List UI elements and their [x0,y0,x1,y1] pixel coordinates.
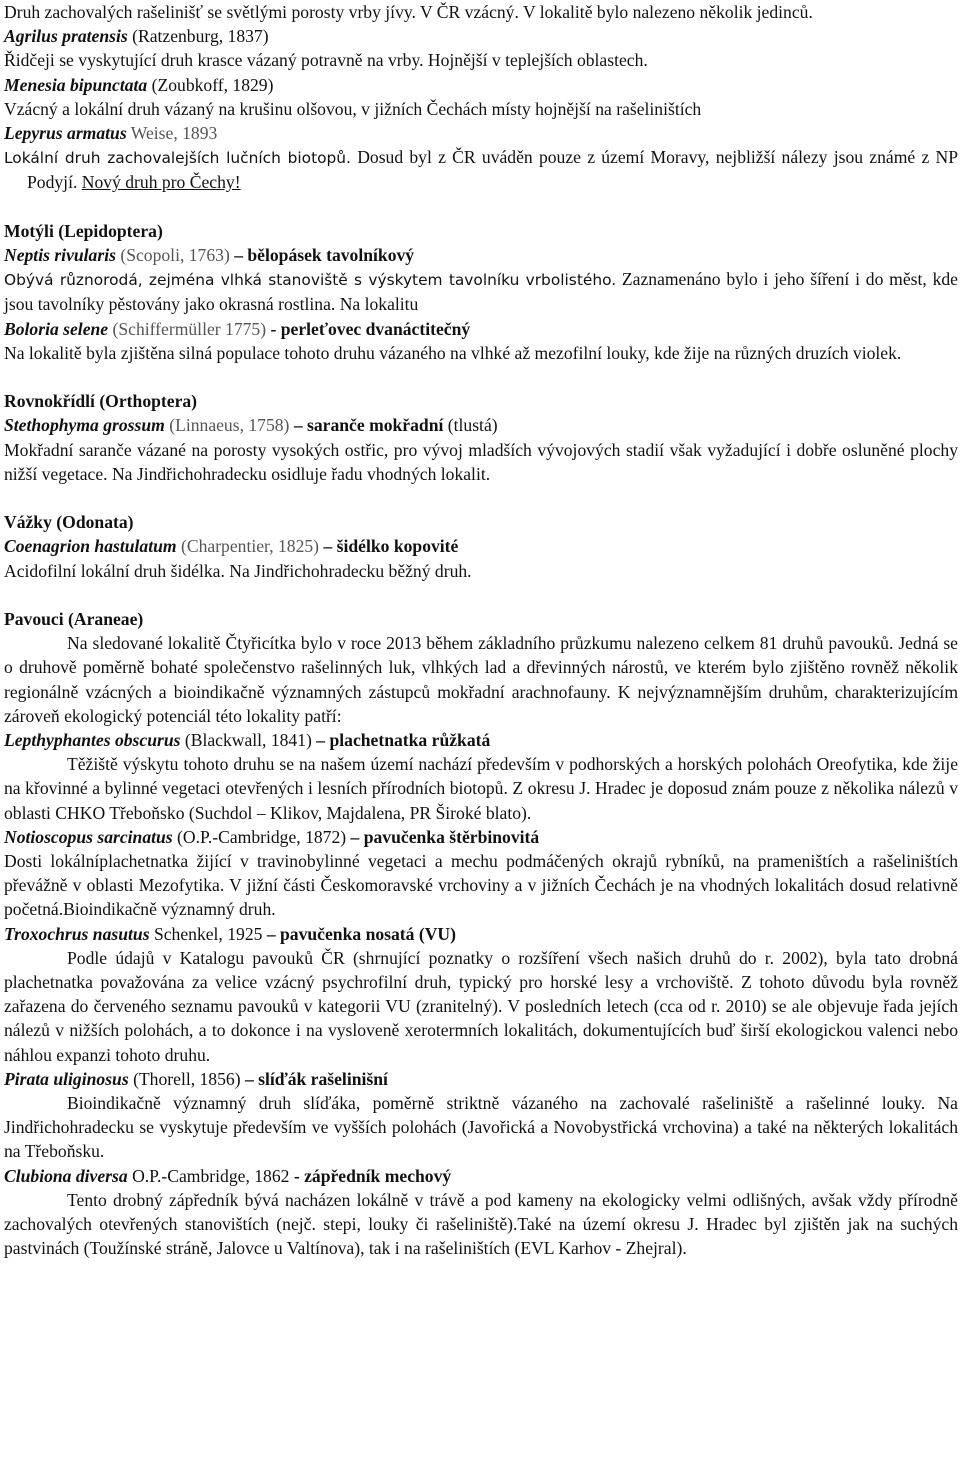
species-name: Agrilus pratensis [4,26,128,47]
species-title-pirata [4,1067,958,1091]
species-czech-extra: (tlustá) [443,415,498,436]
intro-paragraph: Druh zachovalých rašelinišť se světlými porosty vrby jívy. V ČR vzácný. V lokalitě bylo nalezeno několik jedinců. [4,2,813,22]
species-title-troxochrus [4,922,958,946]
species-author: (Charpentier, 1825) [176,536,324,557]
desc-part: Obývá různorodá, zejména vlhká stanoviště s výskytem tavolníku vrbolistého. [4,271,617,290]
species-czech-name: – bělopásek tavolníkový [234,245,415,266]
desc-part: Zaznamenáno bylo i jeho šíření i do měst, kde jsou tavolníky pěstovány jako okrasná rostlina. Na lokalitu [4,269,958,315]
species-czech-name: – šidélko kopovité [323,536,459,557]
species-title-notioscopus [4,825,958,849]
species-czech-name: – slíďák rašelinišní [244,1068,388,1089]
species-desc-boloria: Na lokalitě byla zjištěna silná populace tohoto druhu vázaného na vlhké až mezofilní louky, kde žije na různých druzích violek. [4,342,902,363]
species-author: (Schiffermüller 1775) [108,318,271,339]
species-desc-neptis [4,267,958,316]
new-species-note: Nový druh pro Čechy! [81,172,241,193]
species-author: (Linnaeus, 1758) [164,415,294,436]
species-czech-name: – pavučenka nosatá (VU) [266,923,456,944]
species-czech-name: – saranče mokřadní [293,415,444,436]
species-name: Clubiona diversa [4,1165,128,1186]
species-author: (O.P.-Cambridge, 1872) [172,826,351,847]
species-name: Pirata uliginosus [4,1068,129,1089]
species-desc-menesia: Vzácný a lokální druh vázaný na krušinu olšovou, v jižních Čechách místy hojnější na rašeliništích [4,98,702,119]
araneae-intro: Na sledované lokalitě Čtyřicítka bylo v roce 2013 během základního průzkumu nalezeno celkem 81 druhů pavouků. Jedná se o druhově poměrně bohaté společenstvo rašelinných luk, vlhkých lad a dřevinných nárostů, ve kterém bylo zjištěno rovněž několik regionálně vzácných a bioindikačně významných zástupců mokřadní arachnofauny. K nejvýznamnějším druhům, charakterizujícím zároveň ekologický potenciál této lokality patří: [4,633,958,726]
species-desc-stethophyma: Mokřadní saranče vázané na porosty vysokých ostřic, pro vývoj mladších vývojových stadií však vyžadující i dobře osluněné plochy nižší vegetace. Na Jindřichohradecku osidluje řadu vhodných lokalit. [4,439,958,484]
species-author: Schenkel, 1925 [149,923,267,944]
species-title-agrilus [4,24,958,48]
species-czech-name: – plachetnatka růžkatá [316,730,491,751]
species-name: Neptis rivularis [4,245,116,266]
species-desc-clubiona: Tento drobný zápředník bývá nacházen lokálně v trávě a pod kameny na ekologicky velmi odlišných, avšak vždy přírodně zachovalých otevřených stanovištích (nejč. stepi, louky či rašeliniště).Také na území okresu J. Hradec byl zjištěn jak na suchých pastvinách (Toužínské stráně, Jalovce u Valtínova), tak i na rašeliništích (EVL Karhov - Zhejral). [4,1189,958,1259]
species-author: O.P.-Cambridge, 1862 [127,1165,294,1186]
species-name: Boloria selene [4,318,109,339]
species-name: Troxochrus nasutus [4,923,150,944]
species-title-coenagrion [4,534,958,558]
species-desc-lepyrus [4,145,958,194]
desc-part: Dosud byl z ČR uváděn pouze z území Moravy, nejbližší nálezy jsou známé z NP Podyjí. [27,147,958,193]
species-name: Stethophyma grossum [4,415,165,436]
desc-part: Lokální druh zachovalejších lučních biotopů. [4,149,351,168]
species-desc-troxochrus: Podle údajů v Katalogu pavouků ČR (shrnující poznatky o rozšíření všech našich druhů do r. 2002), byla tato drobná plachetnatka považována za velice vzácný psychrofilní druh, typický pro horské lesy a vrchoviště. Z tohoto důvodu byla rovněž zařazena do červeného seznamu pavouků v kategorii VU (zranitelný). V posledních letech (cca od r. 2010) se ale objevuje řada jejích nálezů v nižších polohách, a to dokonce i na vysloveně xerotermních lokalitách, dokumentujících buď širší ekologickou valenci nebo náhlou expanzi tohoto druhu. [4,947,958,1065]
species-title-clubiona [4,1164,958,1188]
species-name: Menesia bipunctata [4,74,148,95]
species-desc-coenagrion: Acidofilní lokální druh šidélka. Na Jindřichohradecku běžný druh. [4,560,472,581]
species-title-neptis [4,243,958,267]
species-desc-pirata: Bioindikačně významný druh slíďáka, poměrně striktně vázaného na zachovalé rašeliniště a rašelinné louky. Na Jindřichohradecku se vyskytuje především ve vyšších polohách (Javořická a Novobystřická vrchovina) a také na některých lokalitách na Třeboňsku. [4,1093,958,1162]
species-czech-name: - zápředník mechový [293,1165,452,1186]
species-name: Lepyrus armatus [4,123,127,144]
species-title-lepthyphantes [4,728,958,752]
section-heading-lepidoptera: Motýli (Lepidoptera) [4,220,163,241]
species-desc-lepthyphantes: Těžiště výskytu tohoto druhu se na našem území nachází především v podhorských a horských polohách Oreofytika, kde žije na křovinné a bylinné vegetaci otevřených i lesních přírodních biotopů. Z okresu J. Hradec je doposud znám pouze z několika nálezů v oblasti CHKO Třeboňsko (Suchdol – Klikov, Majdalena, PR Široké blato). [4,754,958,823]
species-title-lepyrus [4,121,958,145]
species-author: (Ratzenburg, 1837) [127,26,269,47]
species-author: (Blackwall, 1841) [180,730,317,751]
species-author: Weise, 1893 [126,123,218,144]
species-name: Lepthyphantes obscurus [4,730,181,751]
species-title-boloria [4,317,958,341]
species-desc-notioscopus: Dosti lokálníplachetnatka žijící v travinobylinné vegetaci a mechu podmáčených okrajů rybníků, na prameništích a rašeliništích převážně v oblasti Mezofytika. V jižní části Českomoravské vrchoviny a v jižních Čechách je na vhodných lokalitách dosud relativně početná.Bioindikačně významný druh. [4,851,958,920]
species-author: (Zoubkoff, 1829) [147,74,274,95]
species-title-stethophyma [4,413,958,437]
species-author: (Scopoli, 1763) [115,245,235,266]
section-heading-odonata: Vážky (Odonata) [4,512,134,533]
species-czech-name: - perleťovec dvanáctitečný [270,318,471,339]
species-name: Notioscopus sarcinatus [4,826,173,847]
species-title-menesia [4,73,958,97]
species-author: (Thorell, 1856) [128,1068,245,1089]
species-desc-agrilus: Řidčeji se vyskytující druh krasce vázaný potravně na vrby. Hojnější v teplejších oblastech. [4,50,648,71]
species-czech-name: – pavučenka štěrbinovitá [350,826,540,847]
species-name: Coenagrion hastulatum [4,536,177,557]
section-heading-orthoptera: Rovnokřídlí (Orthoptera) [4,391,198,412]
section-heading-araneae: Pavouci (Araneae) [4,609,144,630]
